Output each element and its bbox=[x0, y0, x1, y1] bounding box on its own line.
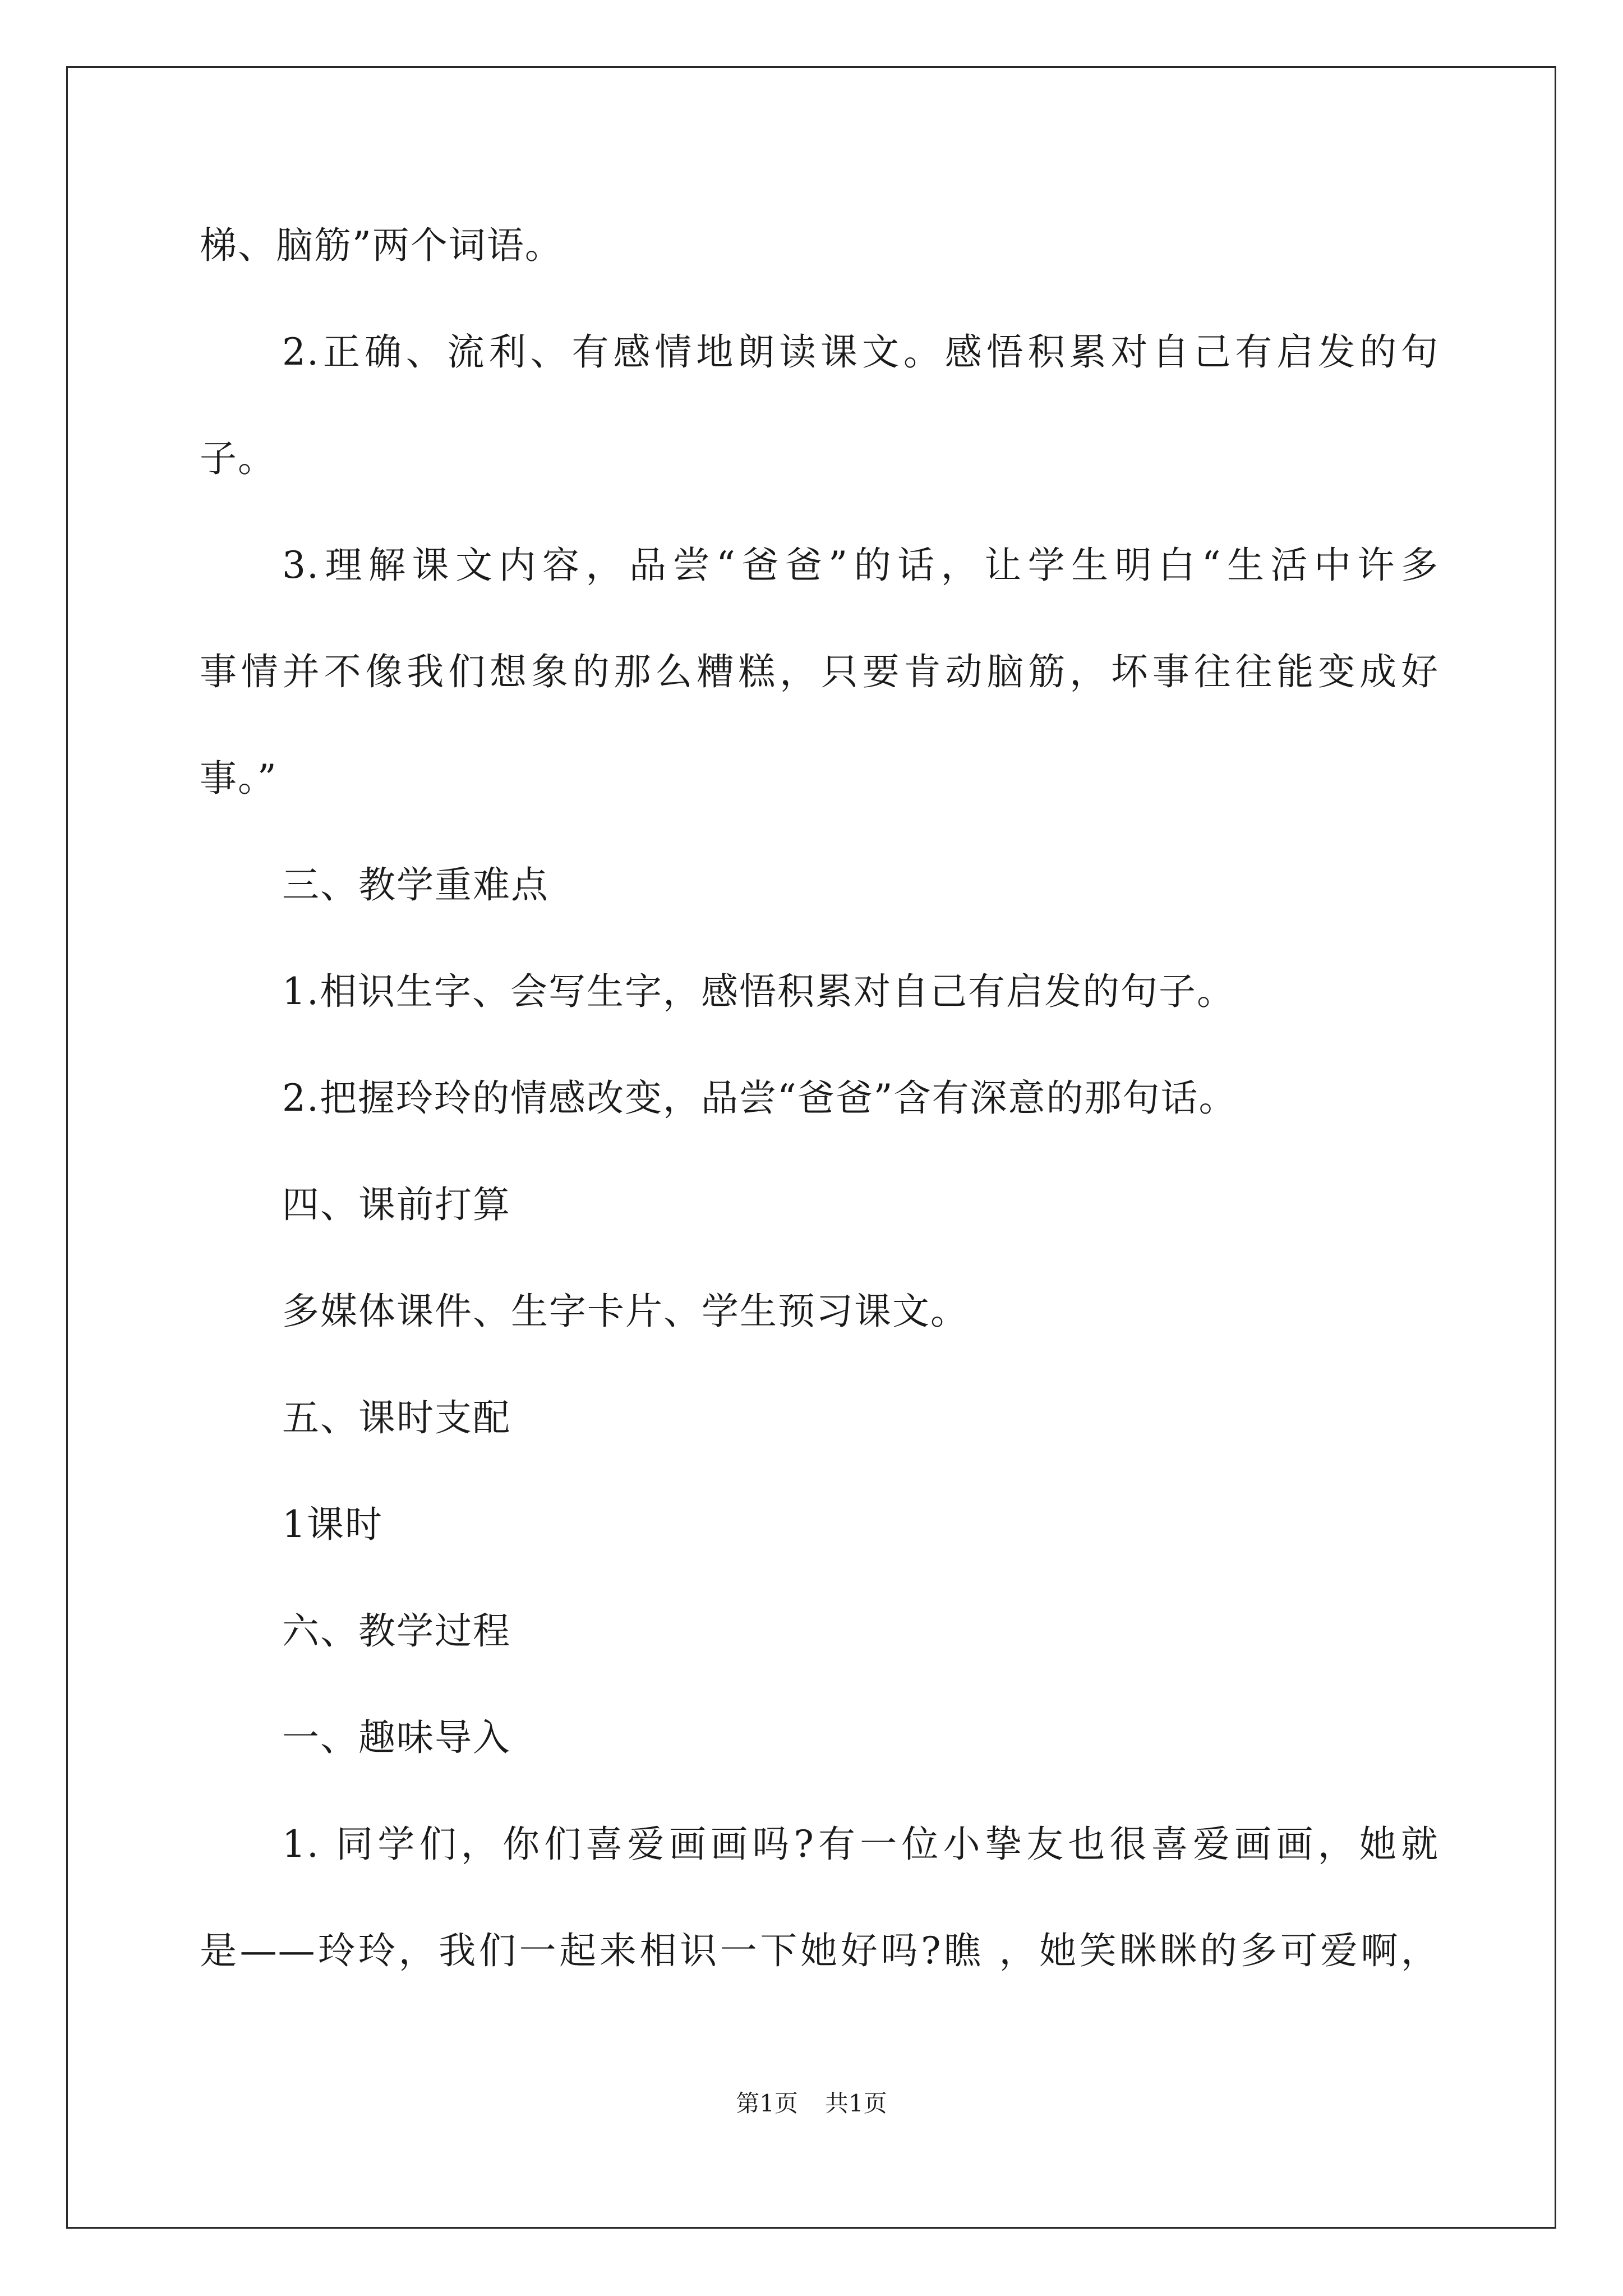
section-heading: 五、课时支配 bbox=[282, 1396, 511, 1439]
text-line: 3.理解课文内容，品尝“爸爸”的话，让学生明白“生活中许多 bbox=[282, 544, 1439, 587]
text-line: 事。” bbox=[200, 757, 278, 800]
text-line: 1.相识生字、会写生字，感悟积累对自己有启发的句子。 bbox=[282, 970, 1235, 1013]
page-border bbox=[66, 66, 1556, 2229]
text-line: 1. 同学们，你们喜爱画画吗?有一位小挚友也很喜爱画画，她就 bbox=[282, 1823, 1439, 1866]
section-heading: 六、教学过程 bbox=[282, 1609, 511, 1653]
text-line: 2.正确、流利、有感情地朗读课文。感悟积累对自己有启发的句 bbox=[282, 330, 1439, 374]
text-line: 2.把握玲玲的情感改变，品尝“爸爸”含有深意的那句话。 bbox=[282, 1076, 1237, 1120]
text-line: 多媒体课件、生字卡片、学生预习课文。 bbox=[282, 1290, 969, 1333]
text-line: 子。 bbox=[200, 437, 276, 480]
text-line: 事情并不像我们想象的那么糟糕，只要肯动脑筋，坏事往往能变成好 bbox=[200, 650, 1439, 693]
section-heading: 四、课前打算 bbox=[282, 1183, 511, 1226]
page-footer bbox=[0, 2090, 1623, 2118]
section-heading: 三、教学重难点 bbox=[282, 863, 549, 907]
text-line: 1课时 bbox=[282, 1503, 383, 1546]
page-total: 共1页 bbox=[825, 2090, 887, 2117]
text-line: 是——玲玲，我们一起来相识一下她好吗?瞧 ，她笑眯眯的多可爱啊， bbox=[200, 1929, 1439, 1972]
text-line: 梯、脑筋”两个词语。 bbox=[200, 224, 563, 267]
section-heading: 一、趣味导入 bbox=[282, 1716, 511, 1759]
page-number: 第1页 bbox=[736, 2090, 798, 2117]
